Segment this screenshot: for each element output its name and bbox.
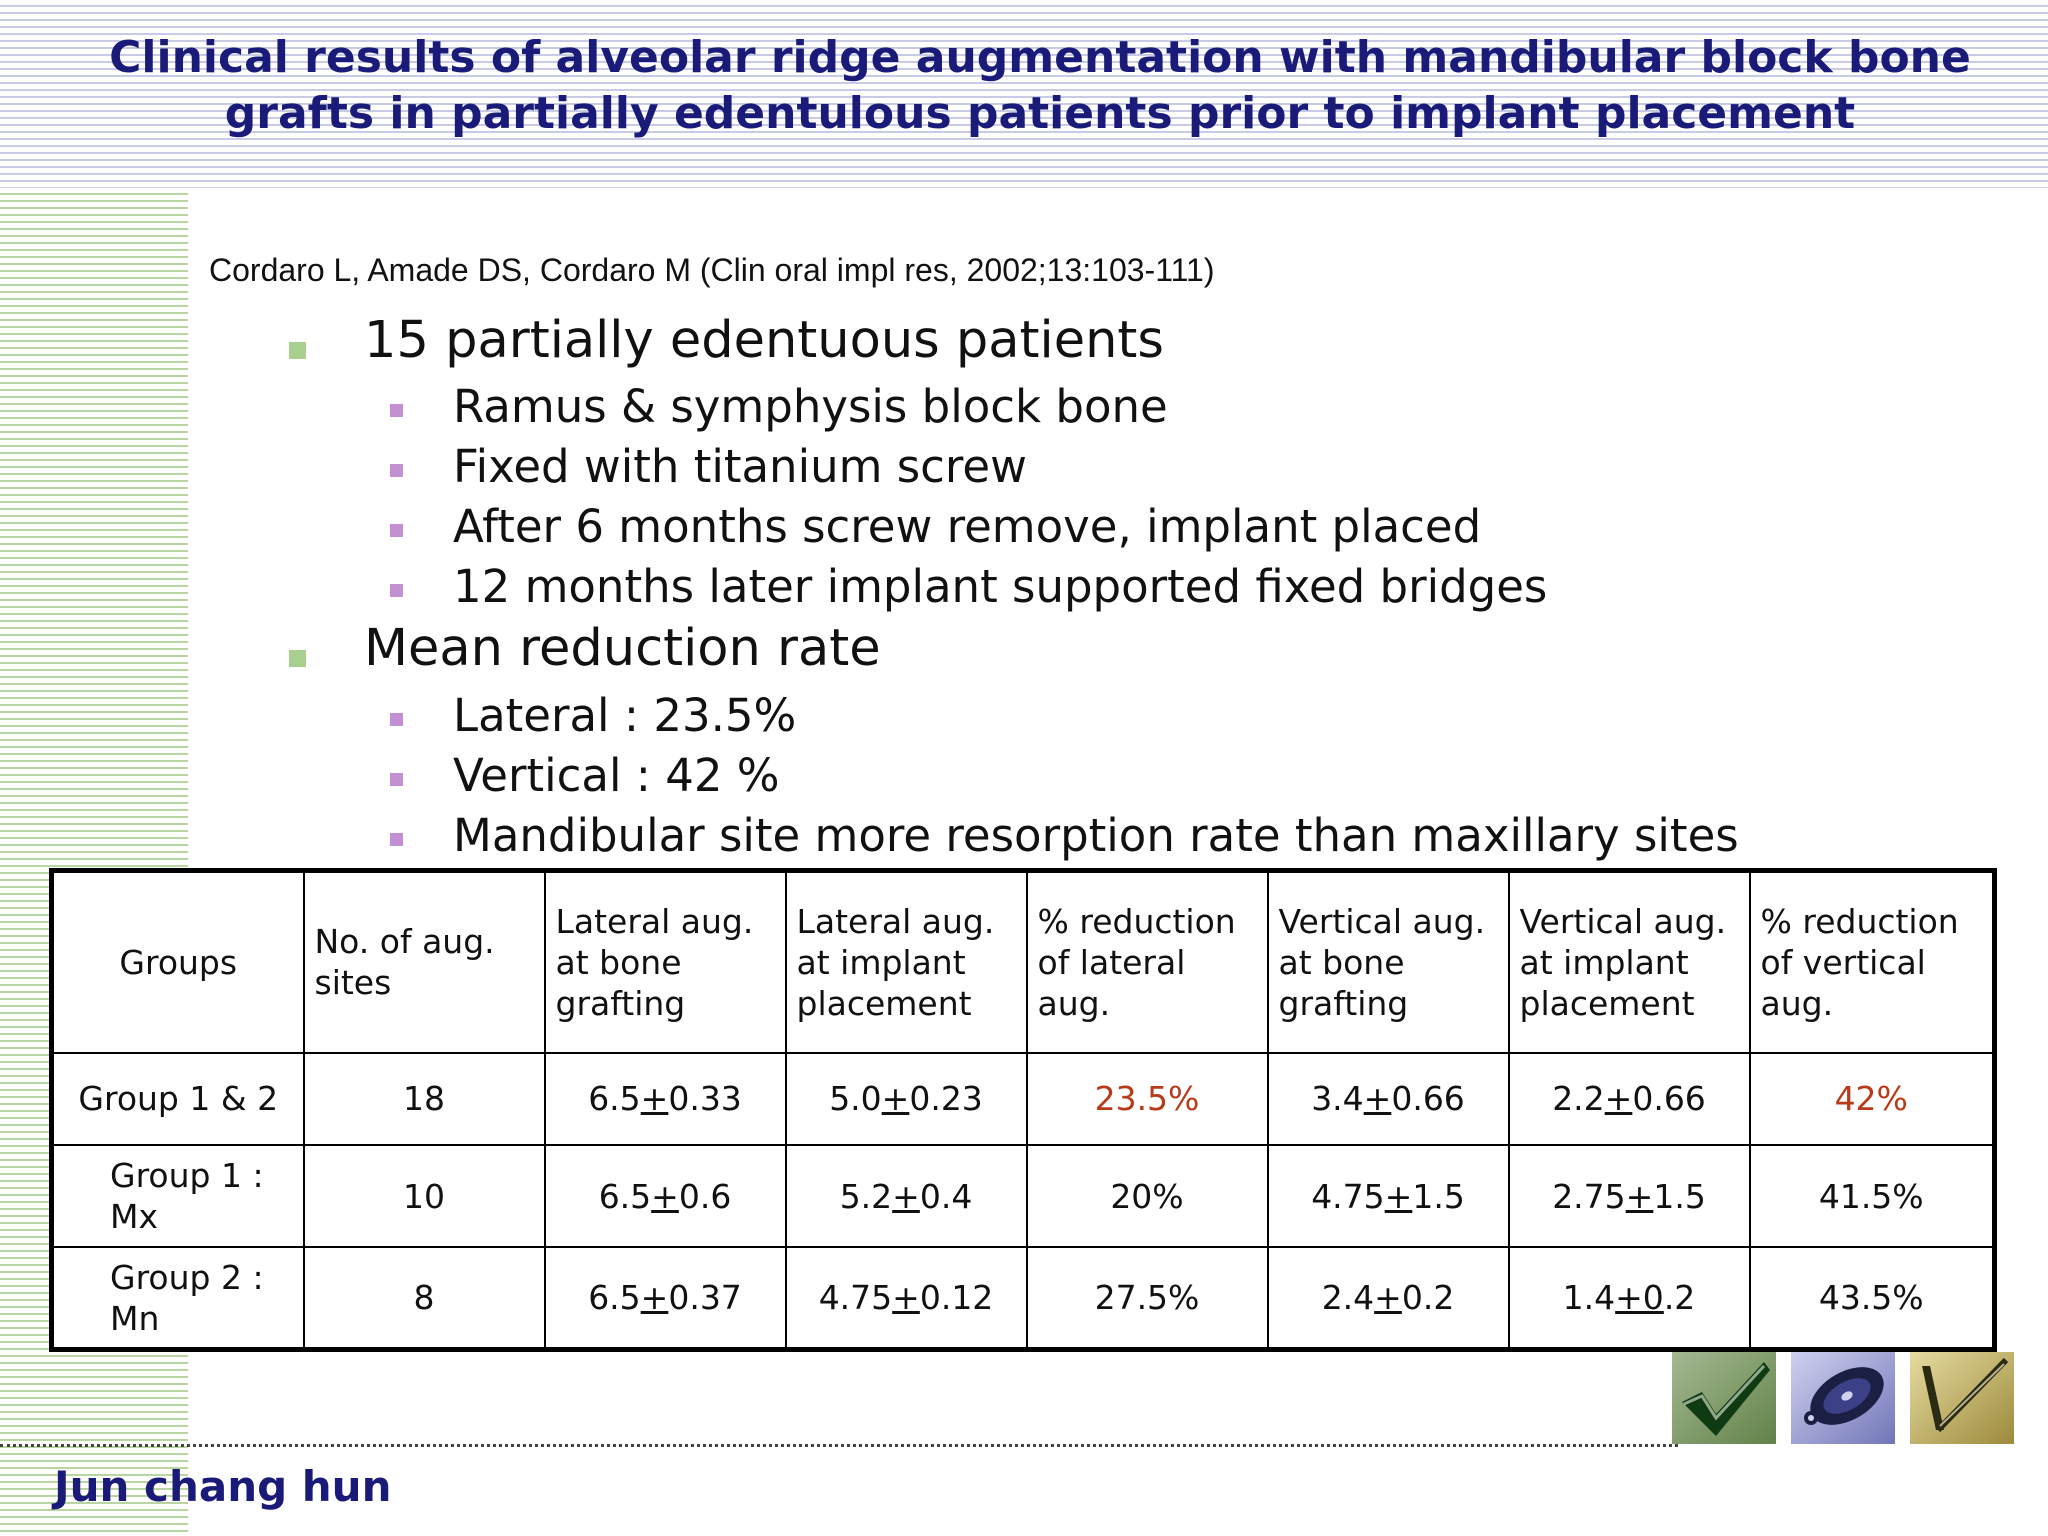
table-header-cell: Groups: [52, 871, 304, 1053]
plus-minus-sign: +: [892, 1278, 920, 1318]
slide-title-line-2: grafts in partially edentulous patients prior to implant placement: [224, 88, 1856, 139]
mean-value: 2.2: [1552, 1079, 1605, 1119]
bullet-item: 15 partially edentuous patients: [364, 311, 1164, 370]
group-cell: Group 2 : Mn: [52, 1247, 304, 1349]
table-header-cell: Lateral aug. at bone grafting: [545, 871, 786, 1053]
sd-value: 1.5: [1653, 1176, 1706, 1216]
table-row: [52, 1247, 1995, 1349]
sd-value: .2: [1663, 1278, 1696, 1318]
value-cell: [545, 1247, 786, 1349]
vertical-reduction-cell: 41.5%: [1750, 1145, 1995, 1247]
plus-minus-sign: +: [892, 1176, 920, 1216]
mean-value: 6.5: [598, 1176, 652, 1216]
value-cell: [786, 1053, 1027, 1145]
plus-minus-sign: +: [1374, 1278, 1402, 1318]
plus-minus-sign: +: [1363, 1079, 1392, 1119]
table-header-cell: % reduction of vertical aug.: [1750, 871, 1995, 1053]
value-cell: [1509, 1247, 1750, 1349]
sub-bullet-item: Fixed with titanium screw: [453, 440, 1027, 493]
mean-value: 1.4: [1562, 1278, 1616, 1318]
plus-minus-sign: +: [640, 1278, 669, 1318]
vertical-reduction-cell: 43.5%: [1750, 1247, 1995, 1349]
sd-value: 0.12: [919, 1278, 994, 1318]
value-cell: [1268, 1247, 1509, 1349]
bullet-marker-icon: [289, 342, 306, 359]
table-header-cell: % reduction of lateral aug.: [1027, 871, 1268, 1053]
sites-cell: 18: [304, 1053, 545, 1145]
sd-value: 0.66: [1632, 1079, 1706, 1119]
sub-bullet-item: Vertical : 42 %: [453, 749, 780, 802]
value-cell: [1509, 1145, 1750, 1247]
plus-minus-sign: +: [651, 1176, 679, 1216]
sub-bullet-item: Ramus & symphysis block bone: [453, 380, 1168, 433]
table-row: [52, 1145, 1995, 1247]
sub-bullet-item: After 6 months screw remove, implant placed: [453, 500, 1482, 553]
check-mark-icon: [1672, 1352, 1776, 1444]
value-cell: [1268, 1053, 1509, 1145]
sub-bullet-marker-icon: [390, 404, 403, 417]
value-cell: [545, 1145, 786, 1247]
lateral-reduction-cell: 20%: [1027, 1145, 1268, 1247]
sites-cell: 8: [304, 1247, 545, 1349]
table-header-row: [52, 871, 1995, 1053]
pen-signature-icon: [1910, 1352, 2014, 1444]
sd-value: 0.2: [1401, 1278, 1455, 1318]
plus-minus-sign: +0: [1615, 1278, 1664, 1318]
plus-minus-sign: +: [1604, 1079, 1633, 1119]
table-header-cell: Vertical aug. at implant placement: [1509, 871, 1750, 1053]
group-cell: Group 1 : Mx: [52, 1145, 304, 1247]
mean-value: 2.4: [1321, 1278, 1375, 1318]
sub-bullet-marker-icon: [390, 773, 403, 786]
plus-minus-sign: +: [881, 1079, 910, 1119]
value-cell: [786, 1247, 1027, 1349]
author-name: Jun chang hun: [54, 1462, 392, 1511]
sub-bullet-marker-icon: [390, 464, 403, 477]
bullet-marker-icon: [289, 650, 306, 667]
sd-value: 0.33: [668, 1079, 742, 1119]
table-header-cell: Lateral aug. at implant placement: [786, 871, 1027, 1053]
mean-value: 4.75: [1311, 1176, 1385, 1216]
sd-value: 0.6: [678, 1176, 732, 1216]
footer-divider: [0, 1444, 1678, 1447]
sd-value: 0.4: [919, 1176, 973, 1216]
group-cell: Group 1 & 2: [52, 1053, 304, 1145]
bullet-item: Mean reduction rate: [364, 619, 881, 678]
lateral-reduction-cell: 27.5%: [1027, 1247, 1268, 1349]
plus-minus-sign: +: [1625, 1176, 1654, 1216]
vertical-reduction-cell: 42%: [1750, 1053, 1995, 1145]
slide-title: [60, 30, 2020, 142]
sd-value: 0.37: [668, 1278, 742, 1318]
value-cell: [786, 1145, 1027, 1247]
sub-bullet-marker-icon: [390, 524, 403, 537]
mean-value: 6.5: [588, 1079, 641, 1119]
value-cell: [545, 1053, 786, 1145]
table-row: [52, 1053, 1995, 1145]
mean-value: 5.2: [839, 1176, 893, 1216]
value-cell: [1268, 1145, 1509, 1247]
plus-minus-sign: +: [1384, 1176, 1413, 1216]
sd-value: 1.5: [1412, 1176, 1465, 1216]
mean-value: 5.0: [829, 1079, 882, 1119]
compact-disc-icon: [1791, 1352, 1895, 1444]
slide-title-line-1: Clinical results of alveolar ridge augmentation with mandibular block bone: [109, 32, 1971, 83]
lateral-reduction-cell: 23.5%: [1027, 1053, 1268, 1145]
table-header-cell: No. of aug. sites: [304, 871, 545, 1053]
sub-bullet-marker-icon: [390, 713, 403, 726]
mean-value: 6.5: [588, 1278, 641, 1318]
results-table: [49, 868, 1997, 1352]
sub-bullet-item: Lateral : 23.5%: [453, 689, 797, 742]
sd-value: 0.23: [909, 1079, 983, 1119]
mean-value: 2.75: [1552, 1176, 1626, 1216]
sub-bullet-marker-icon: [390, 833, 403, 846]
sub-bullet-marker-icon: [390, 584, 403, 597]
value-cell: [1509, 1053, 1750, 1145]
sd-value: 0.66: [1391, 1079, 1465, 1119]
plus-minus-sign: +: [640, 1079, 669, 1119]
sub-bullet-item: Mandibular site more resorption rate than maxillary sites: [453, 809, 1739, 862]
sub-bullet-item: 12 months later implant supported fixed bridges: [453, 560, 1548, 613]
mean-value: 3.4: [1311, 1079, 1364, 1119]
table-header-cell: Vertical aug. at bone grafting: [1268, 871, 1509, 1053]
sites-cell: 10: [304, 1145, 545, 1247]
citation: Cordaro L, Amade DS, Cordaro M (Clin oral impl res, 2002;13:103-111): [209, 252, 1215, 288]
mean-value: 4.75: [818, 1278, 893, 1318]
